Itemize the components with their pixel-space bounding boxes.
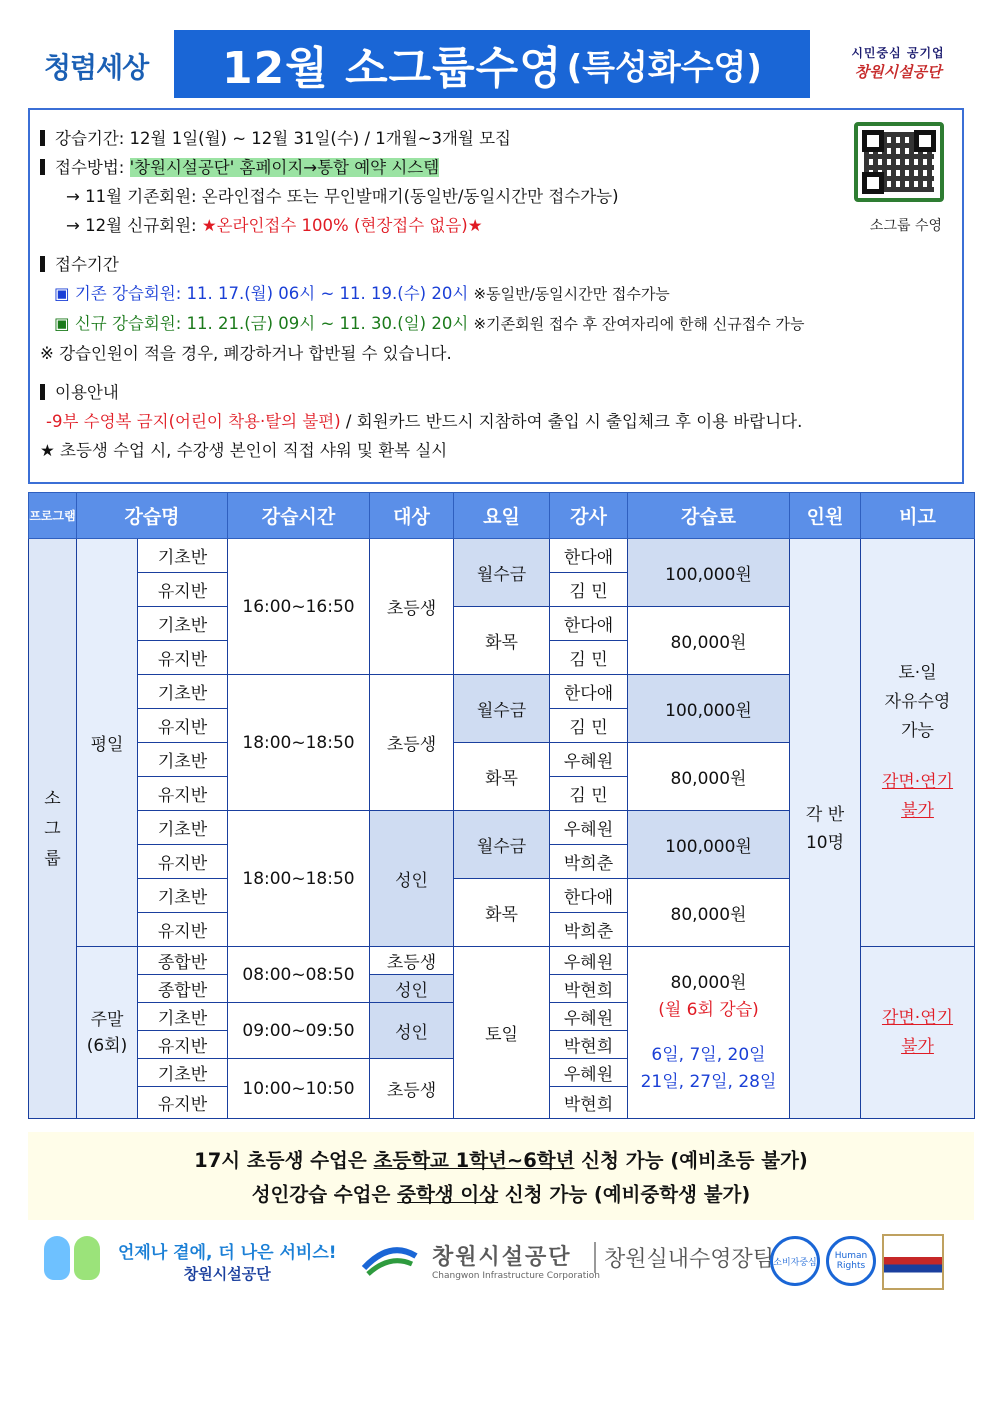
reg-title: 접수기간 [55, 255, 119, 274]
period-text: 강습기간: 12월 1일(월) ~ 12월 31일(수) / 1개월~3개월 모집 [55, 129, 511, 148]
header-time: 강습시간 [228, 493, 370, 539]
method-dec-label: → 12월 신규회원: [66, 216, 202, 235]
method-nov-row [40, 182, 952, 211]
target-cell: 초등생 [370, 539, 454, 675]
weekday-cell: 평일 [77, 539, 138, 947]
corporation-emblem-icon [360, 1238, 420, 1282]
target-cell: 초등생 [370, 675, 454, 811]
time-cell: 08:00~08:50 [228, 947, 370, 1003]
day-cell: 월수금 [454, 675, 550, 743]
reg-warning-row [40, 339, 952, 368]
note-no-discount: 감면·연기 불가 [881, 772, 954, 821]
instructor-cell: 우혜원 [550, 947, 628, 975]
class-cell: 종합반 [138, 975, 228, 1003]
footer-slogan [118, 1238, 337, 1284]
eligibility-notice [28, 1132, 974, 1220]
weekend-fee-note: (월 6회 강습) [658, 999, 759, 1020]
integrity-logo-text: 청렴세상 [44, 51, 149, 84]
usage-text: / 회원카드 반드시 지참하여 출입 시 출입체크 후 이용 바랍니다. [340, 412, 803, 431]
slogan-line-1: 언제나 곁에, 더 나은 서비스! [118, 1243, 337, 1263]
team-name: 창원실내수영장팀 [594, 1242, 774, 1273]
corp-name-ko: 창원시설공단 [432, 1245, 572, 1270]
page-title: 12월 소그룹수영 [222, 43, 563, 94]
instructor-cell: 박현희 [550, 975, 628, 1003]
reg-warning: ※ 강습인원이 적을 경우, 폐강하거나 합반될 수 있습니다. [40, 344, 452, 363]
instructor-cell: 김 민 [550, 777, 628, 811]
instructor-cell: 한다애 [550, 879, 628, 913]
day-cell: 화목 [454, 607, 550, 675]
note-weekday-cell [861, 539, 975, 947]
table-row [29, 539, 975, 573]
human-rights-badge-icon [826, 1236, 876, 1286]
weekend-dates-2: 21일, 27일, 28일 [640, 1071, 777, 1092]
notice-line-2 [28, 1178, 974, 1212]
day-cell: 월수금 [454, 811, 550, 879]
slogan-line-2: 창원시설공단 [183, 1265, 271, 1283]
qr-finder [914, 130, 936, 152]
notice-text: 17시 초등생 수업은 [194, 1149, 374, 1172]
method-nov-text: → 11월 기존회원: 온라인접수 또는 무인발매기(동일반/동일시간만 접수가능) [66, 187, 619, 206]
usage-star-row [40, 436, 952, 465]
class-cell: 유지반 [138, 913, 228, 947]
reg-title-row [40, 250, 952, 279]
class-cell: 유지반 [138, 1031, 228, 1059]
instructor-cell: 김 민 [550, 573, 628, 607]
class-cell: 유지반 [138, 845, 228, 879]
instructor-cell: 박희춘 [550, 913, 628, 947]
instructor-cell: 박희춘 [550, 845, 628, 879]
time-cell: 18:00~18:50 [228, 675, 370, 811]
reg-new-text: ▣ 신규 강습회원: 11. 21.(금) 09시 ~ 11. 30.(일) 20시 [54, 314, 469, 333]
header-fee: 강습료 [628, 493, 790, 539]
time-cell: 09:00~09:50 [228, 1003, 370, 1059]
target-cell: 초등생 [370, 947, 454, 975]
fee-cell: 100,000원 [628, 675, 790, 743]
corporation-wordmark [432, 1240, 600, 1281]
qr-finder [862, 130, 884, 152]
footer [28, 1228, 974, 1292]
usage-warning: -9부 수영복 금지(어린이 착용·탈의 불편) [46, 412, 341, 431]
capacity-cell: 각 반 10명 [790, 539, 861, 1119]
target-cell: 성인 [370, 975, 454, 1003]
integrity-logo [44, 36, 164, 86]
notice-emphasis: 초등학교 1학년~6학년 [373, 1149, 575, 1172]
header-program: 프로그램 [29, 493, 77, 539]
corporation-logo [828, 44, 968, 82]
page-subtitle: (특성화수영) [566, 47, 762, 88]
class-cell: 기초반 [138, 879, 228, 913]
fee-cell: 80,000원 [628, 607, 790, 675]
time-cell: 16:00~16:50 [228, 539, 370, 675]
weekend-dates-1: 6일, 7일, 20일 [651, 1044, 766, 1065]
usage-title-row [40, 378, 952, 407]
qr-caption: 소그룹 수영 [869, 218, 942, 234]
weekend-fee-cell [628, 947, 790, 1119]
reg-existing-row [40, 279, 952, 309]
bullet-icon [40, 384, 45, 400]
usage-star-text: ★ 초등생 수업 시, 수강생 본인이 직접 샤워 및 환복 실시 [40, 441, 448, 460]
time-cell: 10:00~10:50 [228, 1059, 370, 1119]
class-cell: 종합반 [138, 947, 228, 975]
reg-existing-text: ▣ 기존 강습회원: 11. 17.(월) 06시 ~ 11. 19.(수) 20시 [54, 284, 469, 303]
note-no-discount: 감면·연기 불가 [881, 1007, 954, 1057]
class-cell: 유지반 [138, 777, 228, 811]
note-weekend-cell [861, 947, 975, 1119]
notice-text: 성인강습 수업은 [251, 1183, 398, 1206]
day-cell: 화목 [454, 879, 550, 947]
instructor-cell: 우혜원 [550, 811, 628, 845]
time-cell: 18:00~18:50 [228, 811, 370, 947]
corporation-name: 창원시설공단 [854, 63, 942, 81]
reg-new-note: ※기존회원 접수 후 잔여자리에 한해 신규접수 가능 [473, 315, 805, 333]
instructor-cell: 박현희 [550, 1087, 628, 1119]
corporation-slogan: 시민중심 공기업 [851, 46, 945, 60]
program-cell: 소 그 룹 [29, 539, 77, 1119]
header-capacity: 인원 [790, 493, 861, 539]
target-cell: 성인 [370, 1003, 454, 1059]
period-row [40, 124, 952, 153]
class-cell: 유지반 [138, 1087, 228, 1119]
class-cell: 유지반 [138, 709, 228, 743]
title-banner [174, 30, 810, 98]
method-row [40, 153, 952, 182]
qr-code-icon[interactable] [854, 122, 944, 202]
schedule-table [28, 492, 975, 1119]
bullet-icon [40, 159, 45, 175]
instructor-cell: 한다애 [550, 675, 628, 709]
fee-cell: 100,000원 [628, 539, 790, 607]
certification-badge-icon [882, 1234, 944, 1290]
instructor-cell: 우혜원 [550, 1003, 628, 1031]
class-cell: 기초반 [138, 1059, 228, 1087]
instructor-cell: 김 민 [550, 641, 628, 675]
fee-cell: 80,000원 [628, 743, 790, 811]
instructor-cell: 우혜원 [550, 743, 628, 777]
day-cell: 월수금 [454, 539, 550, 607]
target-cell: 성인 [370, 811, 454, 947]
usage-row [40, 407, 952, 436]
human-rights-badge-text: Human Rights [834, 1251, 868, 1271]
header [28, 26, 972, 102]
fee-cell: 80,000원 [628, 879, 790, 947]
notice-line-1 [28, 1144, 974, 1178]
method-dec-value: ★온라인접수 100% (현장접수 없음)★ [201, 216, 483, 235]
bullet-icon [40, 256, 45, 272]
reg-new-row [40, 309, 952, 339]
header-target: 대상 [370, 493, 454, 539]
method-dec-row [40, 211, 952, 240]
method-label: 접수방법: [55, 158, 130, 177]
class-cell: 유지반 [138, 641, 228, 675]
info-box [28, 108, 964, 484]
mascot-blue [44, 1236, 70, 1280]
reg-existing-note: ※동일반/동일시간만 접수가능 [473, 285, 670, 303]
usage-title: 이용안내 [55, 383, 119, 402]
target-cell: 초등생 [370, 1059, 454, 1119]
header-instructor: 강사 [550, 493, 628, 539]
class-cell: 기초반 [138, 1003, 228, 1031]
corp-name-en: Changwon Infrastructure Corporation [432, 1271, 600, 1281]
notice-emphasis: 중학생 이상 [397, 1183, 499, 1206]
qr-finder [862, 172, 884, 194]
class-cell: 기초반 [138, 539, 228, 573]
header-note: 비고 [861, 493, 975, 539]
ccm-badge-text: 소비자중심 [773, 1257, 817, 1268]
instructor-cell: 김 민 [550, 709, 628, 743]
weekend-cell: 주말 (6회) [77, 947, 138, 1119]
mascot-green [74, 1236, 100, 1280]
ccm-badge-icon [770, 1236, 820, 1286]
bullet-icon [40, 130, 45, 146]
header-name: 강습명 [77, 493, 228, 539]
notice-text: 신청 가능 (예비중학생 불가) [498, 1183, 751, 1206]
notice-text: 신청 가능 (예비초등 불가) [574, 1149, 808, 1172]
class-cell: 유지반 [138, 573, 228, 607]
instructor-cell: 한다애 [550, 607, 628, 641]
weekend-fee: 80,000원 [670, 972, 747, 993]
class-cell: 기초반 [138, 675, 228, 709]
fee-cell: 100,000원 [628, 811, 790, 879]
method-value: '창원시설공단' 홈페이지→통합 예약 시스템 [129, 158, 440, 177]
day-cell: 토일 [454, 947, 550, 1119]
instructor-cell: 우혜원 [550, 1059, 628, 1087]
header-day: 요일 [454, 493, 550, 539]
day-cell: 화목 [454, 743, 550, 811]
instructor-cell: 박현희 [550, 1031, 628, 1059]
note-free-swim: 토·일 자유수영 가능 [884, 663, 951, 741]
mascot-icon [42, 1232, 106, 1286]
class-cell: 기초반 [138, 743, 228, 777]
table-header-row [29, 493, 975, 539]
class-cell: 기초반 [138, 811, 228, 845]
instructor-cell: 한다애 [550, 539, 628, 573]
class-cell: 기초반 [138, 607, 228, 641]
